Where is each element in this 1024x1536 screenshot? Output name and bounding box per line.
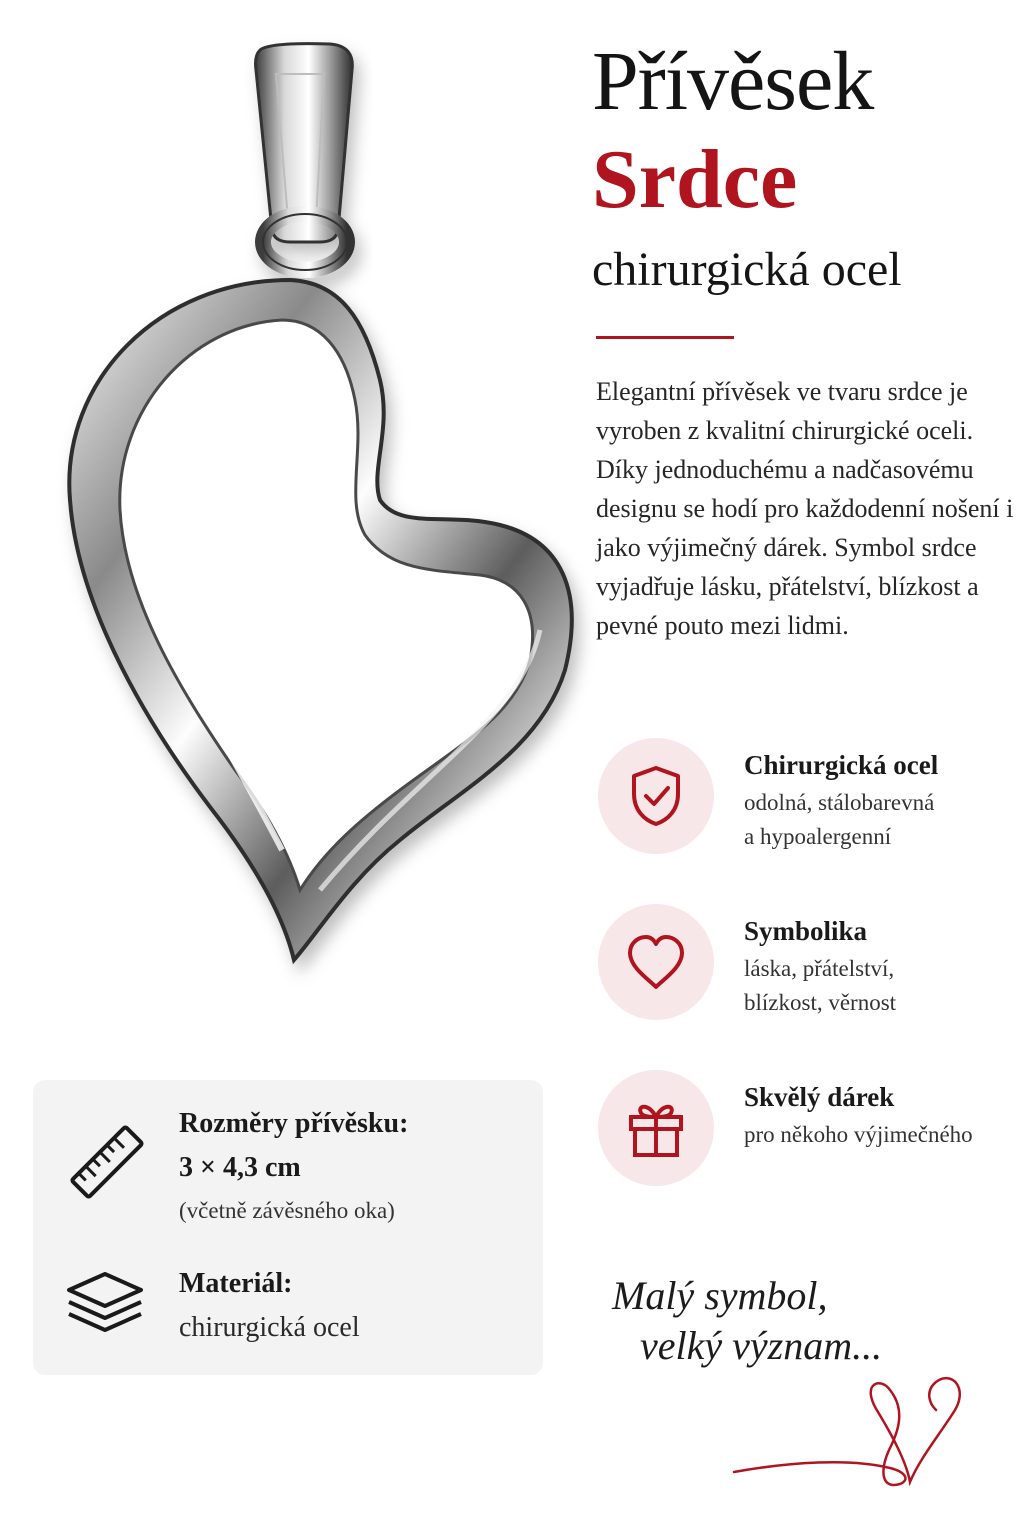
pendant-heart <box>69 280 571 960</box>
feature-desc-line: pro někoho výjimečného <box>744 1122 973 1147</box>
feature-gift <box>598 1070 1018 1190</box>
page-title-accent: Srdce <box>592 133 798 226</box>
product-description: Elegantní přívěsek ve tvaru srdce je vyroben z kvalitní chirurgické oceli. Díky jednoduchému a nadčasovému designu se hodí pro každodenní nošení i jako výjimečný dárek. Symbol srdce vyjadřuje lásku, přátelství, blízkost a pevné pouto mezi lidmi. <box>596 377 1014 640</box>
feature-title: Chirurgická ocel <box>744 750 939 780</box>
slogan-line-1: Malý symbol, <box>612 1273 828 1318</box>
feature-title: Skvělý dárek <box>744 1082 895 1112</box>
heart-pendant-image <box>20 30 600 1020</box>
feature-title: Symbolika <box>744 916 868 946</box>
heart-outline-icon <box>624 933 688 991</box>
heart-swash-icon <box>730 1350 990 1510</box>
slogan-line-2: velký význam... <box>640 1323 883 1368</box>
feature-icon-circle <box>598 738 714 854</box>
title-divider <box>596 336 734 339</box>
feature-desc-line: a hypoalergenní <box>744 824 892 849</box>
feature-description <box>744 952 1024 1020</box>
feature-desc-line: láska, přátelství, <box>744 956 895 981</box>
page-subtitle: chirurgická ocel <box>592 243 902 296</box>
gift-icon <box>625 1097 687 1159</box>
page-title: Přívěsek <box>592 35 874 128</box>
feature-description <box>744 786 1024 854</box>
feature-description <box>744 1118 1024 1152</box>
pendant-bail <box>256 44 353 270</box>
feature-icon-circle <box>598 1070 714 1186</box>
dimensions-value: 3 × 4,3 cm <box>179 1152 301 1183</box>
material-label: Materiál: <box>179 1268 293 1299</box>
feature-icon-circle <box>598 904 714 1020</box>
material-value: chirurgická ocel <box>179 1312 360 1343</box>
shield-check-icon <box>628 764 684 828</box>
specs-card <box>33 1080 543 1375</box>
layers-icon <box>63 1268 147 1340</box>
feature-symbolism <box>598 904 1018 1024</box>
feature-material <box>598 738 1018 858</box>
dimensions-note: (včetně závěsného oka) <box>179 1198 395 1223</box>
dimensions-label: Rozměry přívěsku: <box>179 1108 409 1139</box>
feature-desc-line: odolná, stálobarevná <box>744 790 935 815</box>
feature-desc-line: blízkost, věrnost <box>744 990 897 1015</box>
ruler-icon <box>65 1120 149 1204</box>
